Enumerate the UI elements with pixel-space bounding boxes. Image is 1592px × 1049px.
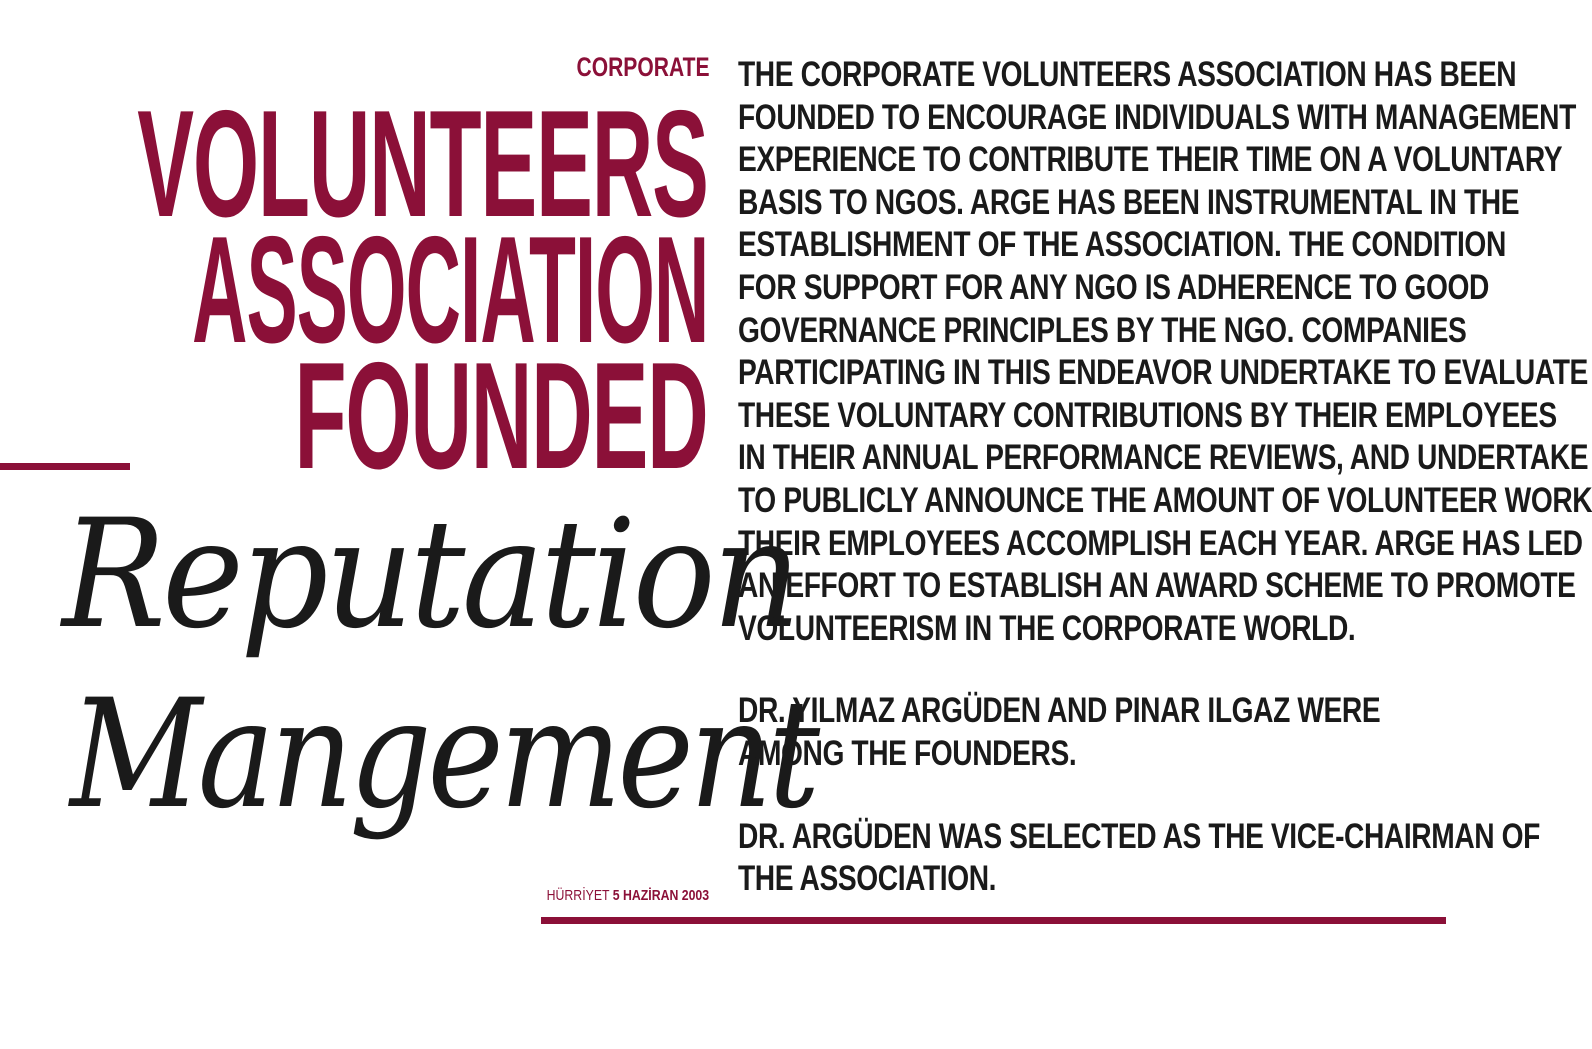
body-line: THE CORPORATE VOLUNTEERS ASSOCIATION HAS BEEN <box>738 55 1517 94</box>
body-line: PARTICIPATING IN THIS ENDEAVOR UNDERTAKE TO EVALUATE <box>738 353 1588 393</box>
source-date: 5 HAZİRAN 2003 <box>612 887 709 904</box>
headline-line-3: FOUNDED <box>294 331 708 501</box>
body-line: DR. ARGÜDEN WAS SELECTED AS THE VICE-CHAIRMAN OF <box>738 816 1540 856</box>
body-line: VOLUNTEERISM IN THE CORPORATE WORLD. <box>738 608 1356 648</box>
body-line: AMONG THE FOUNDERS. <box>738 733 1077 773</box>
body-line <box>738 690 1382 733</box>
body-line: GOVERNANCE PRINCIPLES BY THE NGO. COMPANIES <box>738 310 1467 350</box>
body-line: TO PUBLICLY ANNOUNCE THE AMOUNT OF VOLUNTEER WORK <box>738 480 1592 520</box>
headline-line-2: ASSOCIATION <box>191 205 708 375</box>
founder-connector: AND <box>1047 691 1107 731</box>
founder-name-2: PINAR ILGAZ <box>1114 691 1290 731</box>
body-paragraph-1 <box>738 54 1592 650</box>
body-paragraph-3 <box>738 816 1540 901</box>
body-line: FOR SUPPORT FOR ANY NGO IS ADHERENCE TO GOOD <box>738 267 1489 307</box>
body-paragraph-2 <box>738 690 1382 775</box>
body-line: EXPERIENCE TO CONTRIBUTE THEIR TIME ON A VOLUNTARY <box>738 140 1563 180</box>
body-line: THESE VOLUNTARY CONTRIBUTIONS BY THEIR EMPLOYEES <box>738 395 1557 435</box>
headline-kicker: CORPORATE <box>576 52 710 82</box>
script-title-line-1: Reputation <box>62 488 798 662</box>
source-citation <box>547 888 709 903</box>
founder-tail: WERE <box>1297 691 1381 731</box>
body-line: FOUNDED TO ENCOURAGE INDIVIDUALS WITH MANAGEMENT <box>738 97 1576 137</box>
paragraph-spacer <box>738 650 1382 690</box>
founder-name-1: DR. YILMAZ ARGÜDEN <box>738 691 1041 731</box>
body-line: AN EFFORT TO ESTABLISH AN AWARD SCHEME TO PROMOTE <box>738 566 1576 606</box>
accent-rule-bottom <box>541 917 1446 924</box>
source-publication: HÜRRİYET <box>546 887 610 904</box>
body-line: BASIS TO NGOS. ARGE HAS BEEN INSTRUMENTAL IN THE <box>738 182 1520 222</box>
body-line: ESTABLISHMENT OF THE ASSOCIATION. THE CONDITION <box>738 225 1506 265</box>
accent-rule-left <box>0 463 130 470</box>
body-copy <box>738 54 1592 901</box>
paragraph-spacer <box>738 776 1382 816</box>
headline-line-1: VOLUNTEERS <box>137 79 708 249</box>
body-line: THEIR EMPLOYEES ACCOMPLISH EACH YEAR. ARGE HAS LED <box>738 523 1583 563</box>
body-line: THE ASSOCIATION. <box>738 859 997 899</box>
body-line: IN THEIR ANNUAL PERFORMANCE REVIEWS, AND UNDERTAKE <box>738 438 1589 478</box>
script-title-line-2: Mangement <box>70 668 816 842</box>
